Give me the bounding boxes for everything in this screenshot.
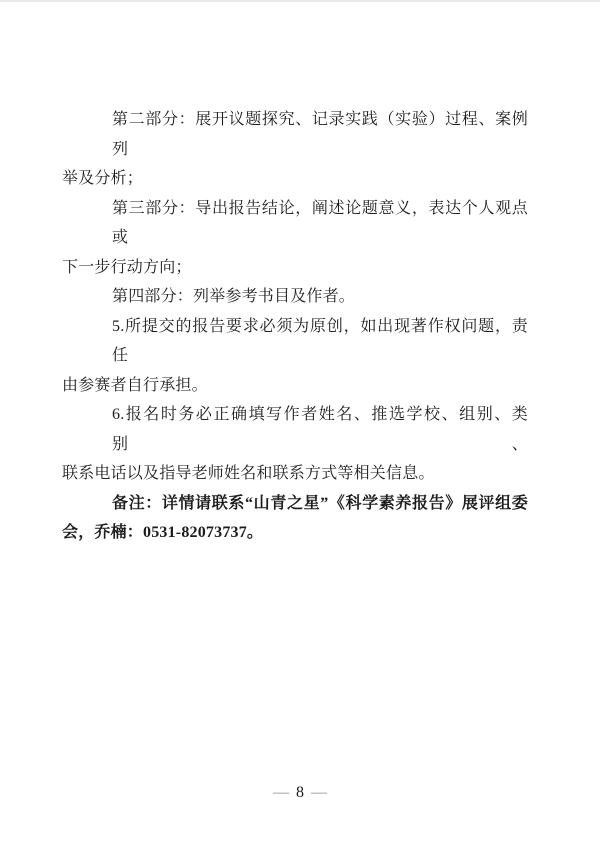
doc-line: 备注：详情请联系“山青之星”《科学素养报告》展评组委	[112, 494, 528, 512]
doc-line: 5.所提交的报告要求必须为原创，如出现著作权问题，责任	[112, 317, 528, 364]
doc-line: 下一步行动方向；	[62, 258, 192, 276]
doc-line: 6.报名时务必正确填写作者姓名、推选学校、组别、类别、	[112, 406, 528, 453]
doc-line: 第四部分：列举参考书目及作者。	[112, 288, 356, 305]
paragraph-item6	[62, 400, 528, 489]
page-top-edge	[0, 0, 600, 2]
paragraph-part3	[62, 194, 528, 283]
page-footer	[0, 782, 600, 804]
doc-line: 举及分析；	[62, 170, 144, 187]
doc-line: 会，乔楠：0531-82073737。	[62, 524, 264, 541]
page-number: 8	[296, 784, 304, 801]
paragraph-item5	[62, 312, 528, 401]
footer-dash-right: —	[311, 784, 327, 801]
doc-line: 由参赛者自行承担。	[62, 376, 208, 394]
paragraph-part4	[62, 282, 528, 312]
doc-line: 第三部分：导出报告结论，阐述论题意义，表达个人观点或	[112, 199, 528, 246]
paragraph-remark	[62, 489, 528, 548]
document-body	[62, 105, 528, 548]
doc-line: 第二部分：展开议题探究、记录实践（实验）过程、案例列	[112, 111, 528, 158]
doc-line: 联系电话以及指导老师姓名和联系方式等相关信息。	[62, 465, 435, 482]
footer-dash-left: —	[273, 784, 289, 801]
paragraph-part2	[62, 105, 528, 194]
